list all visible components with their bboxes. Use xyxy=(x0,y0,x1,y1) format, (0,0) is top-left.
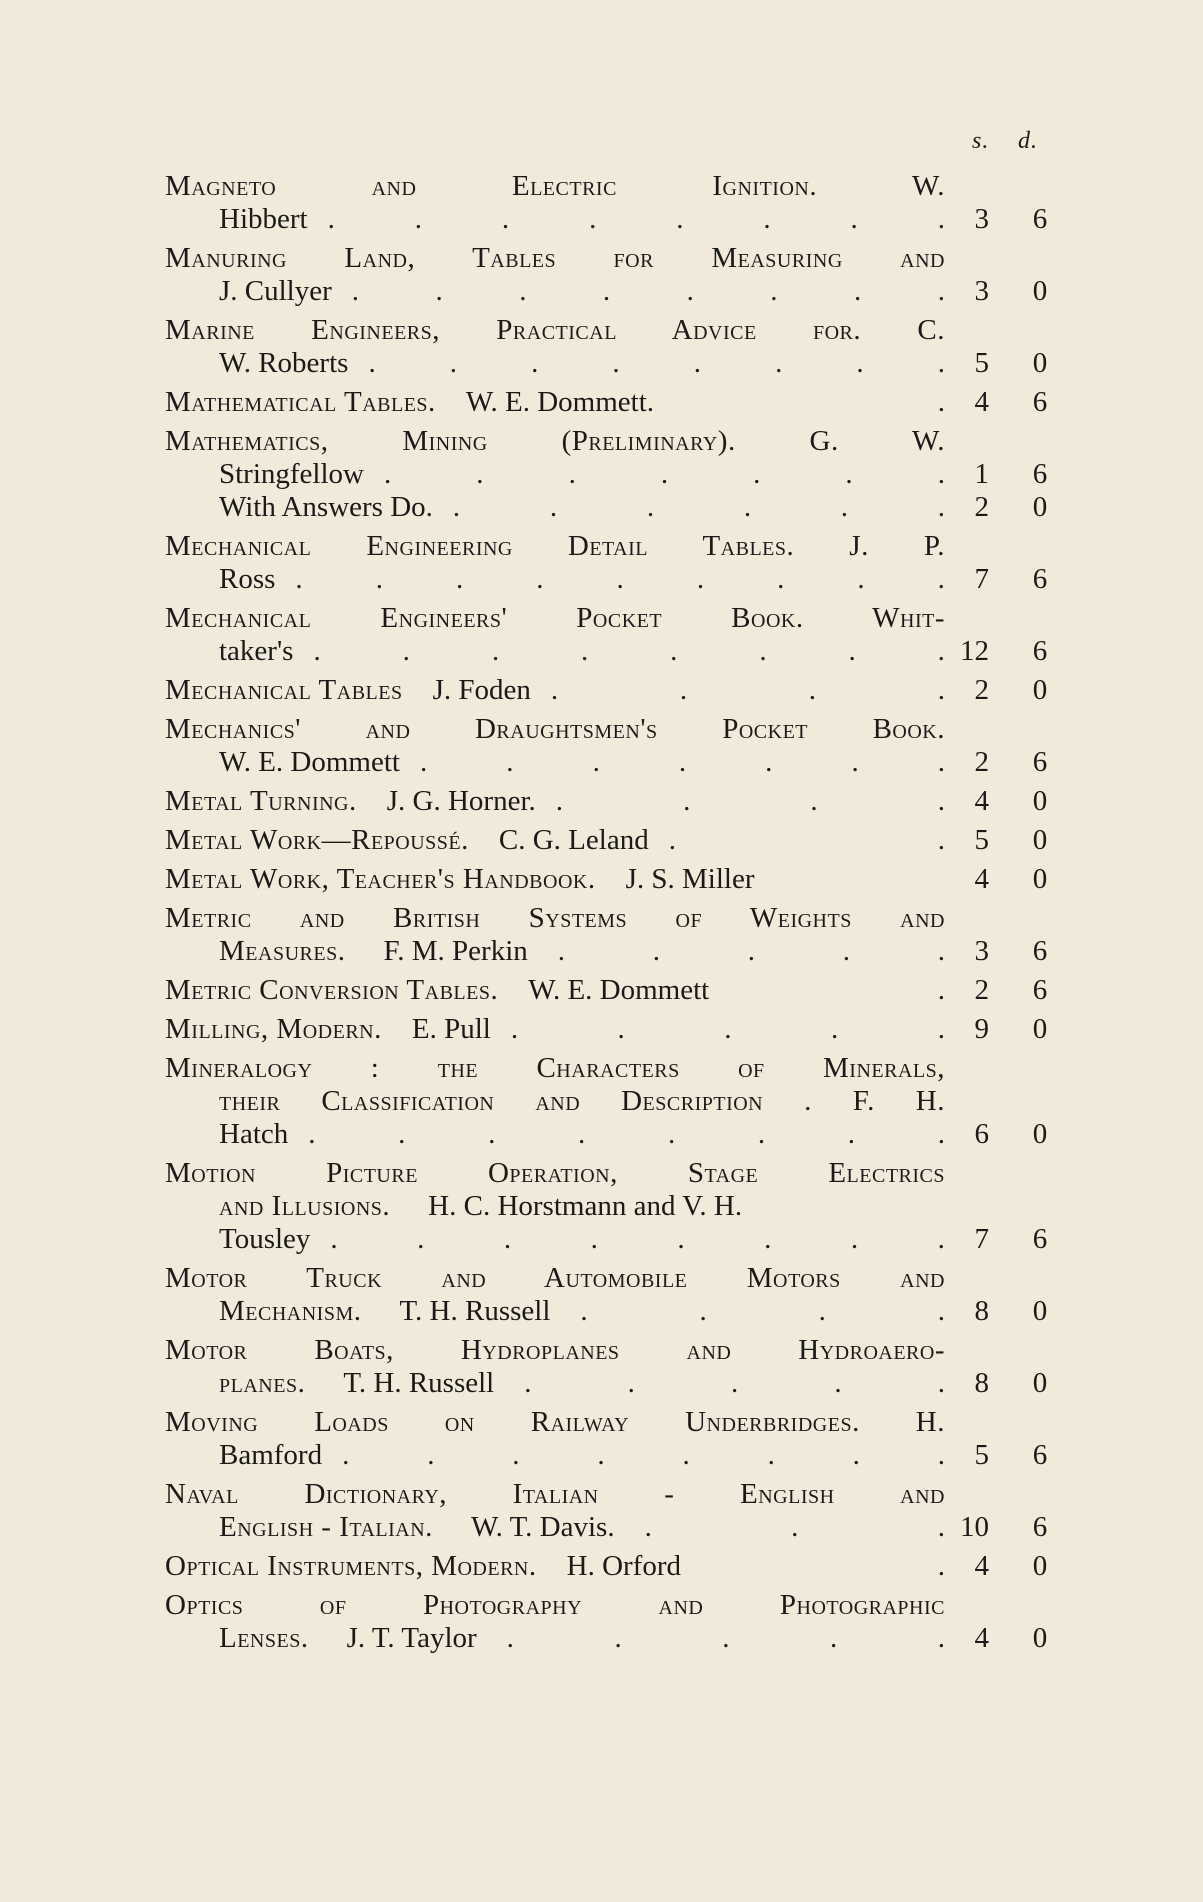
leader-dots: . . . . . . . . xyxy=(351,275,945,307)
title-continuation: and Illusions. xyxy=(219,1190,391,1222)
leader-dots: . . . . . . . . xyxy=(313,635,945,667)
entry-line xyxy=(165,902,1065,935)
catalogue-entry xyxy=(165,713,1065,779)
price-pence: 0 xyxy=(1032,491,1048,523)
catalogue-entry xyxy=(165,1013,1065,1046)
leader-dots: . . . xyxy=(644,1511,945,1543)
price-pence: 6 xyxy=(1032,1511,1048,1543)
leader-dots: . xyxy=(937,1550,945,1582)
entry-line xyxy=(165,863,1065,896)
entry-line xyxy=(165,1550,1065,1583)
book-title: Metric Conversion Tables. xyxy=(165,974,499,1006)
title-continuation: With Answers Do. xyxy=(219,491,433,523)
title-continuation: English - Italian. xyxy=(219,1511,433,1543)
catalogue-entry xyxy=(165,1157,1065,1256)
entry-line xyxy=(165,1295,1065,1328)
book-title: Motor Truck and Automobile Motors and xyxy=(165,1262,945,1294)
price-shillings: 1 xyxy=(974,458,989,490)
leader-dots: . xyxy=(937,386,945,418)
entry-line xyxy=(165,1157,1065,1190)
title-continuation: Stringfellow xyxy=(219,458,364,490)
entry-line xyxy=(165,1190,1065,1223)
price-shillings: 4 xyxy=(974,1550,989,1582)
catalogue-entry xyxy=(165,1052,1065,1151)
title-continuation: Hatch xyxy=(219,1118,289,1150)
price-pence: 0 xyxy=(1032,1013,1048,1045)
title-continuation: W. Roberts xyxy=(219,347,349,379)
leader-dots: . . . . . . . xyxy=(384,458,945,490)
entry-line xyxy=(165,1478,1065,1511)
price-pence: 0 xyxy=(1032,1550,1048,1582)
price-pence: 6 xyxy=(1032,1223,1048,1255)
title-continuation: Mechanism. xyxy=(219,1295,362,1327)
book-title: Optical Instruments, Modern. xyxy=(165,1550,537,1582)
entry-line xyxy=(165,1439,1065,1472)
entry-line xyxy=(165,1622,1065,1655)
leader-dots: . . . . xyxy=(550,674,945,706)
catalogue-entry xyxy=(165,425,1065,524)
price-pence: 0 xyxy=(1032,674,1048,706)
price-pence: 6 xyxy=(1032,386,1048,418)
leader-dots: . . . . . xyxy=(506,1622,945,1654)
author-name: W. E. Dommett. xyxy=(465,386,655,418)
book-title: Naval Dictionary, Italian - English and xyxy=(165,1478,945,1510)
leader-dots: . . . . xyxy=(555,785,945,817)
leader-dots: . . . . xyxy=(580,1295,945,1327)
leader-dots: . . . . . xyxy=(510,1013,945,1045)
catalogue-entry xyxy=(165,170,1065,236)
author-name: F. M. Perkin xyxy=(383,935,528,967)
entry-line xyxy=(165,674,1065,707)
book-title: Milling, Modern. xyxy=(165,1013,382,1045)
price-shillings: 7 xyxy=(974,1223,989,1255)
book-title: Marine Engineers, Practical Advice for. C. xyxy=(165,314,945,346)
book-title: Motion Picture Operation, Stage Electrics xyxy=(165,1157,945,1189)
catalogue-entry xyxy=(165,386,1065,419)
entry-line xyxy=(165,491,1065,524)
catalogue-entry xyxy=(165,674,1065,707)
price-shillings: 7 xyxy=(974,563,989,595)
entry-line xyxy=(165,974,1065,1007)
entry-line xyxy=(165,242,1065,275)
shillings-header: s. xyxy=(972,128,990,154)
leader-dots: . . xyxy=(668,824,945,856)
book-title: Mineralogy : the Characters of Minerals, xyxy=(165,1052,945,1084)
catalogue-entry xyxy=(165,242,1065,308)
price-pence: 6 xyxy=(1032,458,1048,490)
book-title: Mechanical Engineering Detail Tables. J. P. xyxy=(165,530,945,562)
catalogue-entry xyxy=(165,1478,1065,1544)
author-name: W. E. Dommett xyxy=(528,974,710,1006)
price-pence: 6 xyxy=(1032,203,1048,235)
book-title: Mechanical Engineers' Pocket Book. Whit- xyxy=(165,602,945,634)
price-pence: 0 xyxy=(1032,1367,1048,1399)
entry-line xyxy=(165,314,1065,347)
entry-line xyxy=(165,746,1065,779)
title-continuation: Ross xyxy=(219,563,276,595)
entry-line xyxy=(165,1223,1065,1256)
book-title: Metal Work, Teacher's Handbook. xyxy=(165,863,596,895)
entry-line xyxy=(165,935,1065,968)
catalogue-entry xyxy=(165,902,1065,968)
catalogue-entry xyxy=(165,530,1065,596)
entry-line xyxy=(165,563,1065,596)
entry-line xyxy=(165,1589,1065,1622)
book-title: Mechanical Tables xyxy=(165,674,403,706)
price-shillings: 4 xyxy=(974,863,989,895)
price-pence: 6 xyxy=(1032,1439,1048,1471)
catalogue-entry xyxy=(165,314,1065,380)
title-continuation: W. E. Dommett xyxy=(219,746,400,778)
price-shillings: 2 xyxy=(974,974,989,1006)
author-name: H. C. Horstmann and V. H. xyxy=(428,1190,743,1222)
leader-dots: . . . . . xyxy=(557,935,945,967)
price-shillings: 4 xyxy=(974,1622,989,1654)
entry-line xyxy=(165,713,1065,746)
entry-line xyxy=(165,1406,1065,1439)
book-title: Moving Loads on Railway Underbridges. H. xyxy=(165,1406,945,1438)
book-title: Metric and British Systems of Weights and xyxy=(165,902,945,934)
author-name: T. H. Russell xyxy=(343,1367,495,1399)
price-pence: 0 xyxy=(1032,1295,1048,1327)
price-shillings: 6 xyxy=(974,1118,989,1150)
entry-line xyxy=(165,347,1065,380)
entry-line xyxy=(165,203,1065,236)
entry-line xyxy=(165,1511,1065,1544)
book-title: Mathematics, Mining (Preliminary). G. W. xyxy=(165,425,945,457)
catalogue-entry xyxy=(165,863,1065,896)
catalogue-entry xyxy=(165,1334,1065,1400)
book-title: Mathematical Tables. xyxy=(165,386,436,418)
price-shillings: 2 xyxy=(974,491,989,523)
leader-dots: . . . . . . . xyxy=(419,746,945,778)
price-pence: 0 xyxy=(1032,863,1048,895)
entry-line xyxy=(165,785,1065,818)
author-name: J. T. Taylor xyxy=(346,1622,477,1654)
price-shillings: 2 xyxy=(974,746,989,778)
entry-line xyxy=(165,425,1065,458)
price-shillings: 5 xyxy=(974,347,989,379)
leader-dots: . . . . . . . . . xyxy=(295,563,945,595)
entry-line xyxy=(165,1262,1065,1295)
leader-dots: . . . . . . . . xyxy=(342,1439,945,1471)
entry-line xyxy=(165,1367,1065,1400)
price-shillings: 4 xyxy=(974,785,989,817)
book-list xyxy=(165,170,1065,1661)
entry-line xyxy=(165,275,1065,308)
price-pence: 0 xyxy=(1032,1118,1048,1150)
catalogue-entry xyxy=(165,824,1065,857)
book-title: Manuring Land, Tables for Measuring and xyxy=(165,242,945,274)
price-pence: 0 xyxy=(1032,824,1048,856)
leader-dots: . . . . . xyxy=(524,1367,945,1399)
price-shillings: 5 xyxy=(974,1439,989,1471)
catalogue-entry xyxy=(165,1406,1065,1472)
catalogue-entry xyxy=(165,1262,1065,1328)
price-pence: 6 xyxy=(1032,635,1048,667)
price-pence: 0 xyxy=(1032,347,1048,379)
leader-dots: . . . . . . . . xyxy=(368,347,945,379)
book-title: Motor Boats, Hydroplanes and Hydroaero- xyxy=(165,1334,945,1366)
price-shillings: 9 xyxy=(974,1013,989,1045)
leader-dots: . . . . . . . . xyxy=(327,203,945,235)
entry-line xyxy=(165,458,1065,491)
entry-line xyxy=(165,386,1065,419)
leader-dots: . . . . . . xyxy=(452,491,945,523)
title-continuation: their Classification and Description . F. H. xyxy=(219,1085,945,1117)
catalogue-entry xyxy=(165,1550,1065,1583)
entry-line xyxy=(165,1334,1065,1367)
price-pence: 6 xyxy=(1032,974,1048,1006)
price-pence: 6 xyxy=(1032,746,1048,778)
catalogue-entry xyxy=(165,785,1065,818)
author-name: H. Orford xyxy=(566,1550,681,1582)
price-shillings: 8 xyxy=(974,1295,989,1327)
book-title: Magneto and Electric Ignition. W. xyxy=(165,170,945,202)
book-title: Optics of Photography and Photographic xyxy=(165,1589,945,1621)
price-shillings: 10 xyxy=(960,1511,989,1543)
catalogue-entry xyxy=(165,602,1065,668)
price-shillings: 12 xyxy=(960,635,989,667)
book-title: Mechanics' and Draughtsmen's Pocket Book. xyxy=(165,713,945,745)
price-pence: 6 xyxy=(1032,563,1048,595)
price-pence: 6 xyxy=(1032,935,1048,967)
title-continuation: taker's xyxy=(219,635,294,667)
entry-line xyxy=(165,170,1065,203)
price-shillings: 2 xyxy=(974,674,989,706)
title-continuation: J. Cullyer xyxy=(219,275,332,307)
price-shillings: 8 xyxy=(974,1367,989,1399)
author-name: J. S. Miller xyxy=(625,863,755,895)
price-pence: 0 xyxy=(1032,785,1048,817)
entry-line xyxy=(165,1013,1065,1046)
author-name: J. Foden xyxy=(432,674,531,706)
title-continuation: planes. xyxy=(219,1367,306,1399)
entry-line xyxy=(165,1085,1065,1118)
title-continuation: Measures. xyxy=(219,935,346,967)
price-shillings: 3 xyxy=(974,203,989,235)
catalogue-entry xyxy=(165,974,1065,1007)
entry-line xyxy=(165,1052,1065,1085)
author-name: C. G. Leland xyxy=(498,824,649,856)
entry-line xyxy=(165,824,1065,857)
book-title: Metal Turning. xyxy=(165,785,357,817)
price-pence: 0 xyxy=(1032,275,1048,307)
catalogue-entry xyxy=(165,1589,1065,1655)
leader-dots: . . . . . . . . xyxy=(308,1118,945,1150)
price-pence: 0 xyxy=(1032,1622,1048,1654)
pence-header: d. xyxy=(1018,128,1038,154)
price-shillings: 4 xyxy=(974,386,989,418)
price-shillings: 5 xyxy=(974,824,989,856)
author-name: E. Pull xyxy=(411,1013,491,1045)
price-shillings: 3 xyxy=(974,275,989,307)
author-name: J. G. Horner. xyxy=(386,785,536,817)
entry-line xyxy=(165,530,1065,563)
leader-dots: . xyxy=(937,974,945,1006)
leader-dots: . . . . . . . . xyxy=(330,1223,945,1255)
price-shillings: 3 xyxy=(974,935,989,967)
author-name: T. H. Russell xyxy=(399,1295,551,1327)
entry-line xyxy=(165,1118,1065,1151)
title-continuation: Tousley xyxy=(219,1223,311,1255)
entry-line xyxy=(165,635,1065,668)
title-continuation: Hibbert xyxy=(219,203,308,235)
book-title: Metal Work—Repoussé. xyxy=(165,824,469,856)
entry-line xyxy=(165,602,1065,635)
author-name: W. T. Davis. xyxy=(470,1511,615,1543)
title-continuation: Bamford xyxy=(219,1439,323,1471)
title-continuation: Lenses. xyxy=(219,1622,309,1654)
